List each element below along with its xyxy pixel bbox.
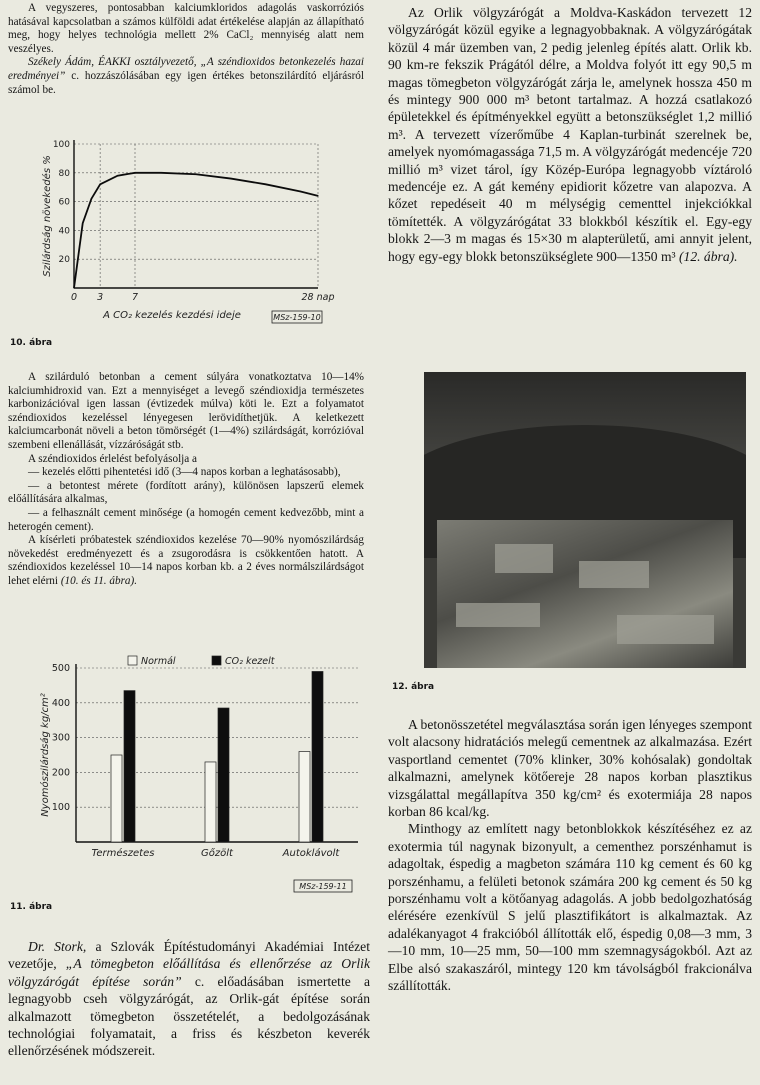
paragraph-intro: A vegyszeres, pontosabban kalciumkloridos adagolás vaskorróziós hatásával kapcsolatban a számos külföldi adat értékelése alapján az állapítható meg, hogy helyes technológia mellett 2% CaCl₂ mennyiség alatt nem veszélyes.	[8, 2, 364, 55]
y-tick-label: 60	[58, 197, 70, 208]
szekely-author-title: Székely Ádám, ÉAKKI osztályvezető, „A széndioxidos betonkezelés hazai eredményei”	[8, 56, 364, 82]
left-bottom-text	[8, 938, 370, 1060]
szekely-rest: c. hozzászólásában egy igen értékes betonszilárdító eljárásról számol be.	[8, 69, 364, 96]
y-tick-label: 40	[58, 226, 70, 237]
bar-normal	[205, 762, 216, 842]
figure-stamp: MSz-159-10	[273, 313, 321, 322]
category-label: Gőzölt	[201, 848, 233, 859]
right-bottom-text	[388, 716, 752, 995]
data-point	[161, 172, 162, 173]
figure-12-caption: 12. ábra	[392, 682, 435, 692]
right-top-text	[388, 4, 752, 265]
x-tick-label: 7	[131, 292, 139, 303]
bar-co2	[124, 691, 135, 842]
data-point	[134, 172, 135, 173]
legend-label: CO₂ kezelt	[225, 656, 275, 667]
left-middle-text	[8, 371, 364, 589]
figure-10-caption: 10. ábra	[10, 338, 53, 348]
figure-11-chart	[10, 652, 360, 898]
data-point	[195, 174, 196, 175]
x-axis-label: A CO₂ kezelés kezdési ideje	[103, 310, 241, 321]
figure-12-photo	[424, 372, 746, 668]
y-tick-label: 500	[51, 663, 70, 674]
data-point	[300, 191, 301, 192]
paragraph-factors-intro: A széndioxidos érlelést befolyásolja a	[28, 452, 198, 465]
paragraph-flyash: Minthogy az említett nagy betonblokkok készítéséhez ez az exotermia túl nagynak bizonyult, a cementhez porszénhamut is adagoltak, éspedig a magbeton számára 110 kg cement és 60 kg porszénhamu, a felületi betonok számára 200 kg cement és 50 kg porszénhamu volt a kötőanyag adagolás. A jobb bedolgozhatóság elérésére ezenkívül S jelű plasztifikátort is alkalmaztak. Az adalékanyagot 4 frakcióból állították elő, éspedig 0,08—3 mm, 3—10 mm, 10—25 mm, 50—100 mm szemnagyságokból. Azt az Elbe alsó szakaszáról, mintegy 120 km távolságból frakcionálva szállították.	[388, 821, 752, 994]
factor-item-1: — kezelés előtti pihentetési idő (3—4 napos korban a leghatásosabb),	[28, 466, 341, 479]
data-point	[317, 195, 318, 196]
figure-11-caption: 11. ábra	[10, 902, 53, 912]
paragraph-tests	[8, 534, 364, 588]
data-point	[82, 223, 83, 224]
photo-block	[456, 603, 540, 627]
tests-figure-ref: (10. és 11. ábra).	[60, 574, 138, 587]
y-axis-label: Nyomószilárdság kg/cm²	[40, 693, 51, 817]
bar-co2	[312, 671, 323, 842]
y-tick-label: 20	[58, 255, 70, 266]
factor-item-2: — a betontest mérete (fordított arány), különösen lapszerű elemek előállítására alkalmas,	[8, 479, 364, 506]
figure-stamp: MSz-159-11	[299, 882, 347, 891]
x-tick-label: 3	[97, 292, 104, 303]
data-point	[117, 175, 118, 176]
data-point	[91, 198, 92, 199]
figure-10-chart	[10, 128, 360, 338]
photo-block	[579, 561, 650, 588]
legend-swatch	[128, 656, 137, 665]
legend-swatch	[212, 656, 221, 665]
stork-mid: a Szlovák Építéstudományi Akadémiai Intézet vezetője,	[8, 939, 370, 972]
stork-lecture-title: „A tömegbeton előállítása és ellenőrzése az Orlik völgyzárógát építése során”	[8, 956, 370, 989]
paragraph-szekely	[8, 56, 364, 97]
y-tick-label: 200	[51, 767, 70, 779]
orlik-text: Az Orlik völgyzárógát a Moldva-Kaskádon tervezett 12 völgyzárógát közül egyike a legnagyobbaknak. A völgyzárógátak közül 4 már üzemben van, 2 pedig jelenleg építés alatt. Orlik kb. 90 km-re fekszik Prágától délre, a Moldva folyót itt egy 90,5 m magas tömegbeton völgyzárógát zárja le, amelynek hossza 450 m és mintegy 900 000 m³ betont tartalmaz. A hozzá csatlakozó épületekkel és építményekkel együtt a betonszükséglet 1,2 millió m³. A tervezett vízerőműbe 4 Kaplan-turbinát szerelnek be, amelyek nyomómagassága 71,5 m. A völgyzárógát medencéje 720 millió m³ vizet tárol, így Közép-Európa legnagyobb víztároló medencéje ez. A gát kemény epidiorit kőzetre van alapozva. A kőzet repedéseit 40 m mélységig cementtel injekciókkal tömítették. A völgyzárógátat 33 blokkból készítik el. Egy-egy blokk 2—3 m magas és 15×30 m alapterületű, ami annyit jelent, hogy egy-egy blokk betonszükséglete 900—1350 m³	[388, 5, 752, 264]
y-axis-label: Szilárdság növekedés %	[42, 155, 53, 277]
stork-author: Dr. Stork,	[28, 939, 87, 954]
y-tick-label: 400	[51, 697, 70, 709]
y-tick-label: 80	[58, 168, 70, 179]
legend-label: Normál	[141, 656, 176, 667]
stork-rest: c. előadásában ismertette a legnagyobb cseh völgyzárógát, az Orlik-gát építése során alkalmazott tömegbeton összetételét, a bedolgozásának technológiai folyamatait, a friss és készbeton keverék ellenőrzésének módszereit.	[8, 973, 370, 1059]
paragraph-composition: A betonösszetétel megválasztása során igen lényeges szempont volt alacsony hidratációs melegű cementnek az alkalmazása. Ezért vasportland cementet (70% klinker, 30% kohósalak) gondoltak alkalmazni, amelynek kötőereje 28 napos korban plasztikus vizsgálattal megállapítva 350 kg/cm² és exotermiája 28 napos korban 86 kcal/kg.	[388, 717, 752, 820]
data-point	[73, 287, 74, 288]
photo-block	[617, 615, 714, 645]
data-point	[100, 184, 101, 185]
orlik-figure-ref: (12. ábra).	[679, 248, 738, 264]
data-point	[265, 184, 266, 185]
category-label: Autoklávolt	[282, 848, 340, 859]
photo-dam-blocks	[437, 520, 733, 668]
category-label: Természetes	[91, 848, 155, 859]
factor-item-3: — a felhasznált cement minősége (a homogén cement kedvezőbb, mint a heterogén cement).	[8, 506, 364, 533]
x-tick-label: 28 nap	[301, 292, 335, 303]
left-top-text	[8, 2, 364, 97]
y-tick-label: 300	[51, 732, 70, 744]
paragraph-cement: A szilárduló betonban a cement súlyára vonatkoztatva 10—14% kalciumhidroxid van. Ezt a mennyiséget a levegő széndioxidja természetes karbonizációval igen lassan (évtizedek múlva) köti le. Ezt a folyamatot széndioxidos kezeléssel lényegesen lerövidíthetjük. A keletkezett kalciumcarbonát növeli a beton tömörségét (1—4%) szilárdságát, korrózióval szembeni ellenállását, vízzáróságát stb.	[8, 371, 364, 451]
bar-normal	[111, 755, 122, 842]
bar-normal	[299, 752, 310, 842]
photo-block	[495, 544, 553, 574]
paragraph-orlik	[388, 4, 752, 265]
tests-text: A kísérleti próbatestek széndioxidos kezelése 70—90% nyomószilárdság növekedést eredményezett és a zsugorodásra is csökkentően hatott. A széndioxidos kezeléssel 10—14 napos korban kb. a 2 éves normálszilárdságot lehet elérni	[8, 534, 364, 587]
y-tick-label: 100	[52, 140, 70, 150]
y-tick-label: 100	[51, 802, 70, 814]
x-tick-label: 0	[70, 292, 78, 303]
data-point	[230, 178, 231, 179]
bar-co2	[218, 708, 229, 842]
paragraph-stork	[8, 938, 370, 1060]
